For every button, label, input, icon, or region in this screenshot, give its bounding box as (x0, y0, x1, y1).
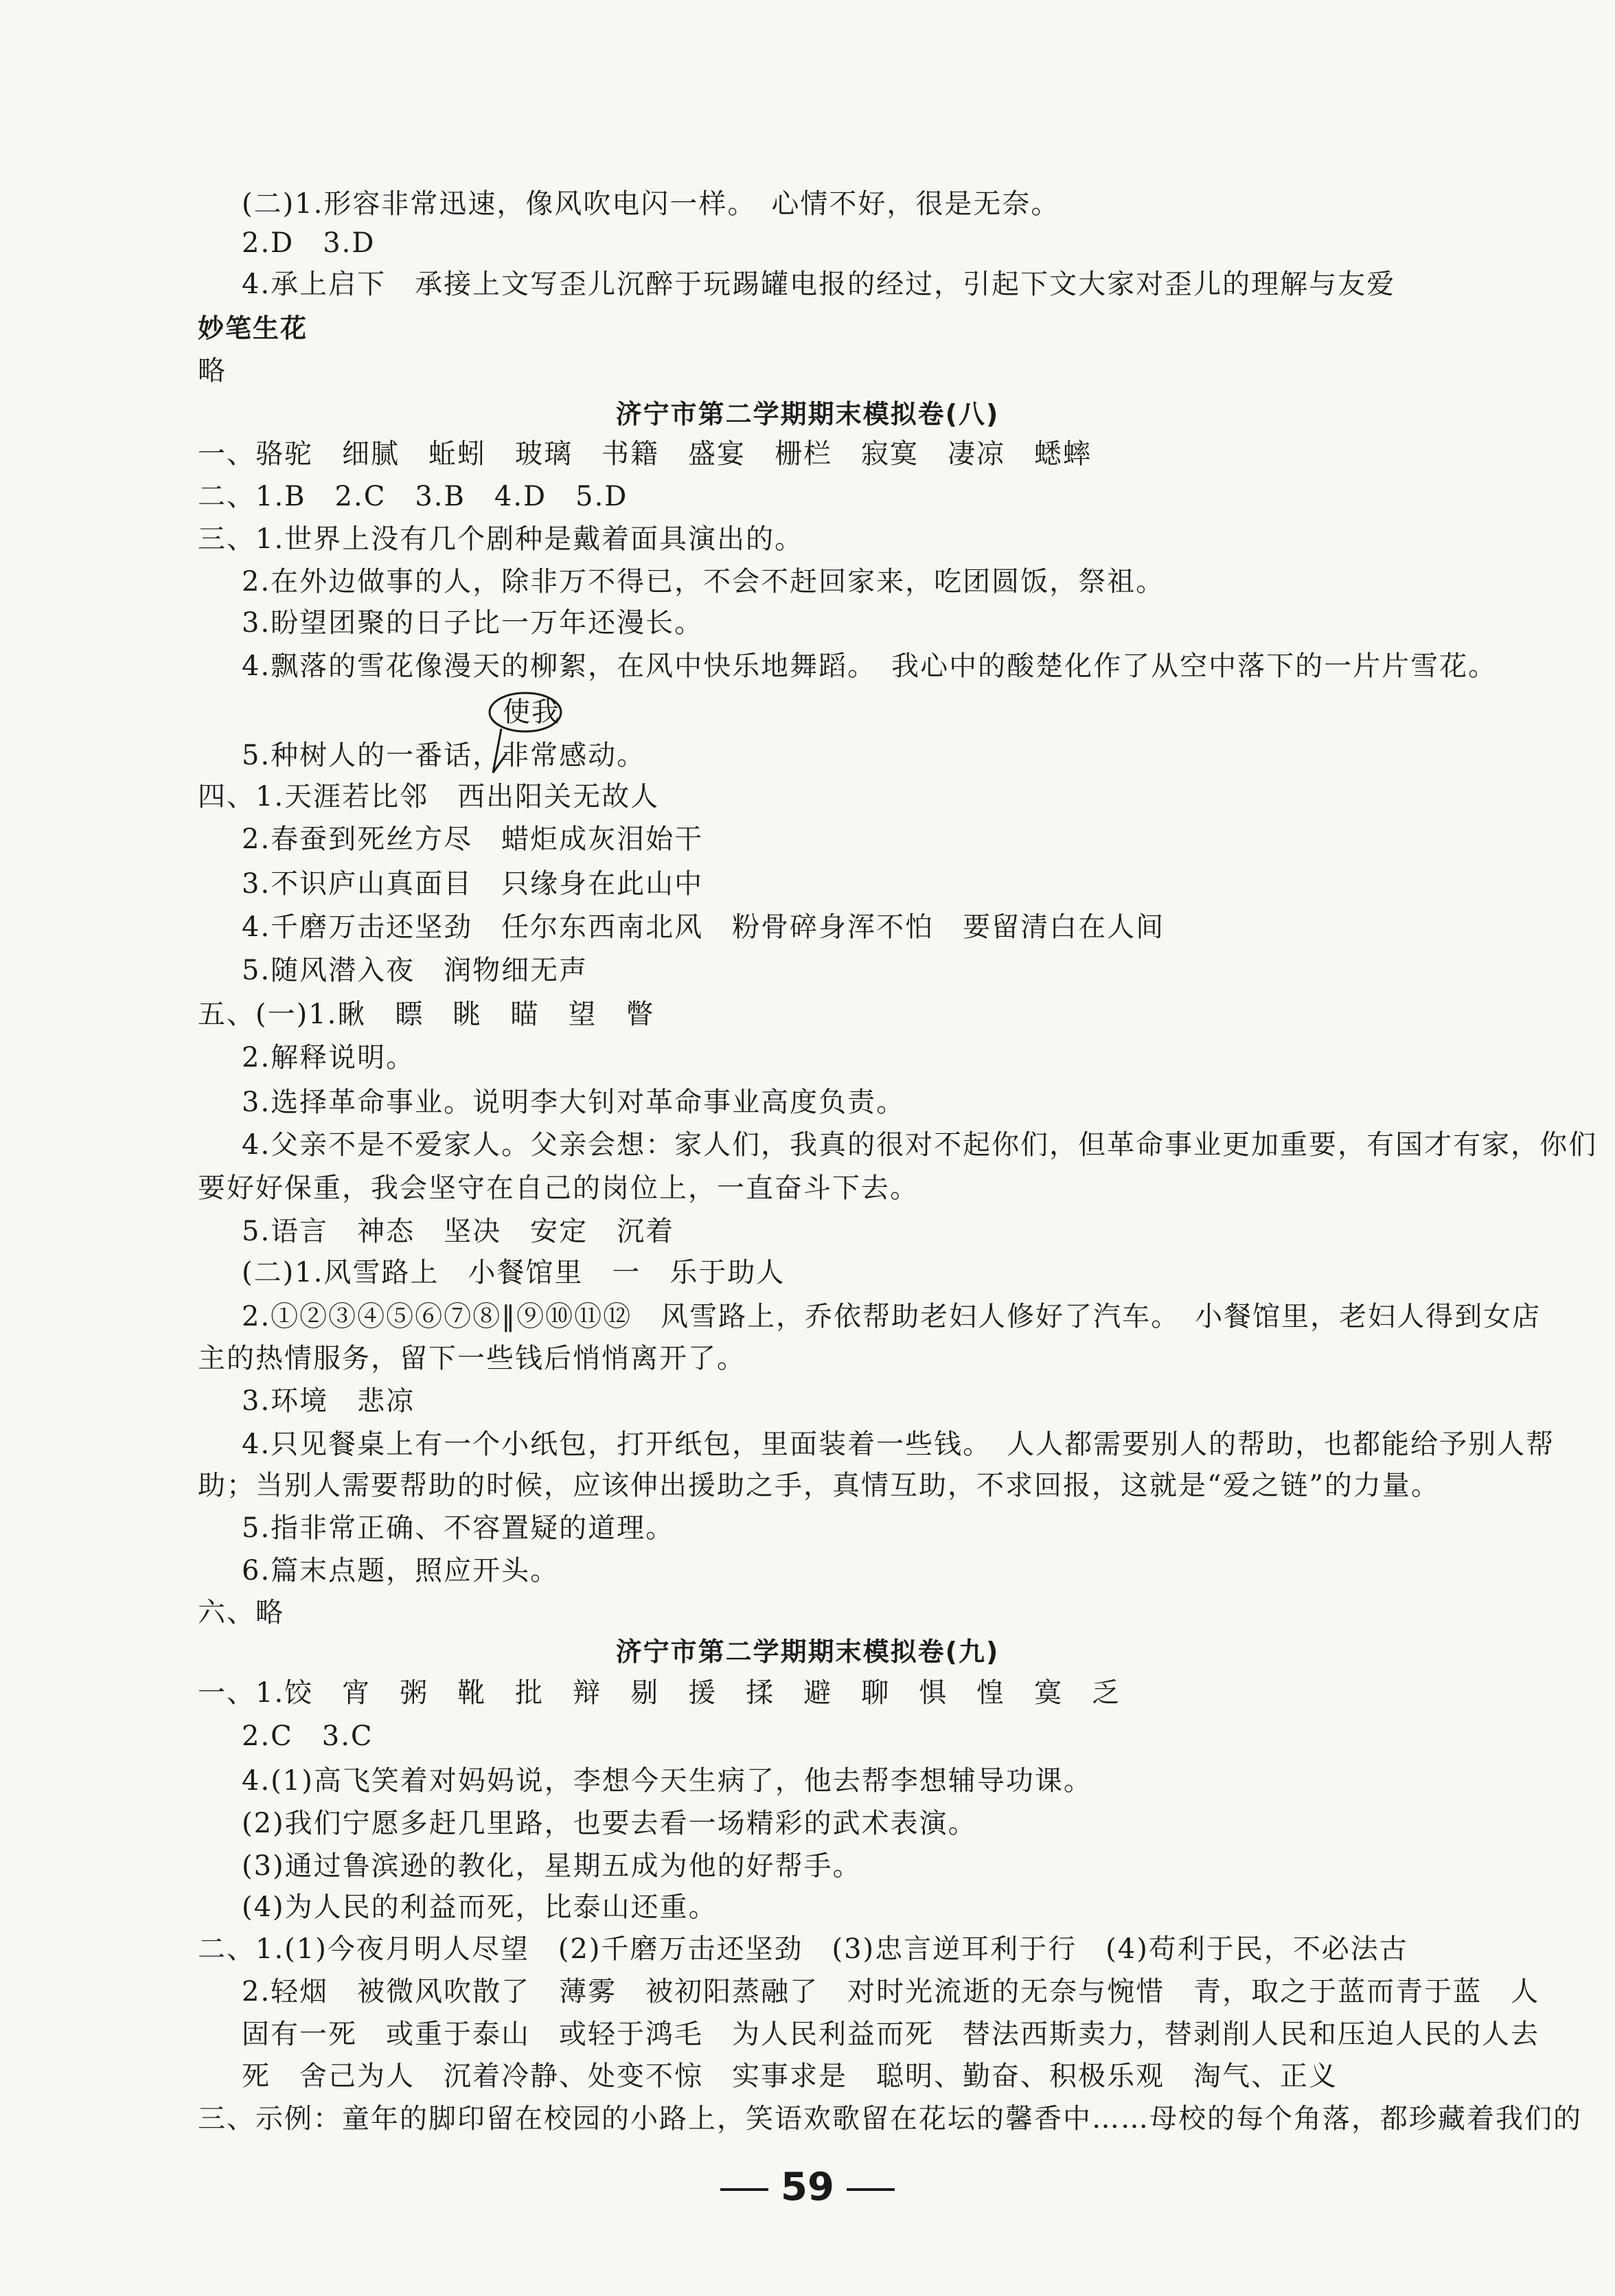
answer-line-part: 非常感动。 (501, 740, 646, 771)
answer-line: 5.指非常正确、不容置疑的道理。 (242, 1512, 675, 1544)
exam-title: 济宁市第二学期期末模拟卷(九) (615, 1637, 1000, 1667)
answer-line: 4.承上启下 承接上文写歪儿沉醉于玩踢罐电报的经过，引起下文大家对歪儿的理解与友爱 (242, 269, 1396, 300)
answer-line: 2.C 3.C (242, 1720, 374, 1752)
answer-line: (2)我们宁愿多赶几里路，也要去看一场精彩的武术表演。 (242, 1808, 977, 1839)
inserted-word: 使我 (503, 696, 560, 728)
answer-line: 2.春蚕到死丝方尽 蜡炬成灰泪始干 (242, 823, 704, 855)
page-number-dash (720, 2188, 768, 2191)
answer-line: 一、骆驼 细腻 蚯蚓 玻璃 书籍 盛宴 栅栏 寂寞 凄凉 蟋蟀 (198, 438, 1092, 470)
answer-line: (4)为人民的利益而死，比泰山还重。 (242, 1891, 718, 1923)
answer-line: 3.不识庐山真面目 只缘身在此山中 (242, 868, 704, 900)
answer-line: (二)1.风雪路上 小餐馆里 一 乐于助人 (242, 1257, 786, 1288)
exam-title: 济宁市第二学期期末模拟卷(八) (615, 399, 1000, 429)
answer-line: (二)1.形容非常迅速，像风吹电闪一样。 心情不好，很是无奈。 (242, 188, 1060, 220)
answer-line: 四、1.天涯若比邻 西出阳关无故人 (198, 781, 660, 812)
answer-line: 3.选择革命事业。说明李大钊对革命事业高度负责。 (242, 1087, 906, 1118)
answer-line: 主的热情服务，留下一些钱后悄悄离开了。 (198, 1343, 746, 1374)
page-number (0, 2167, 1615, 2208)
answer-line: 5.语言 神态 坚决 安定 沉着 (242, 1216, 675, 1247)
answer-line: 一、1.饺 宵 粥 靴 批 辩 剔 援 揉 避 聊 惧 惶 寞 乏 (198, 1677, 1121, 1709)
answer-line: 固有一死 或重于泰山 或轻于鸿毛 为人民利益而死 替法西斯卖力，替剥削人民和压迫人民的人去 (242, 2019, 1539, 2050)
answer-line: 3.盼望团聚的日子比一万年还漫长。 (242, 607, 704, 639)
section-heading: 妙笔生花 (198, 313, 308, 343)
answer-line: 3.环境 悲凉 (242, 1385, 415, 1417)
answer-line: 4.千磨万击还坚劲 任尔东西南北风 粉骨碎身浑不怕 要留清白在人间 (242, 911, 1165, 943)
answer-line: 五、(一)1.瞅 瞟 眺 瞄 望 瞥 (198, 999, 655, 1030)
answer-line: 2.解释说明。 (242, 1042, 415, 1073)
answer-line: 4.飘落的雪花像漫天的柳絮，在风中快乐地舞蹈。 我心中的酸楚化作了从空中落下的一片片雪花。 (242, 650, 1498, 682)
answer-line: 4.(1)高飞笑着对妈妈说，李想今天生病了，他去帮李想辅导功课。 (242, 1765, 1092, 1797)
answer-line: 4.父亲不是不爱家人。父亲会想：家人们，我真的很对不起你们，但革命事业更加重要，有国才有家，你们 (242, 1129, 1598, 1161)
answer-line: 三、示例：童年的脚印留在校园的小路上，笑语欢歌留在花坛的馨香中……母校的每个角落，都珍藏着我们的 (198, 2103, 1582, 2135)
page-number-dash (847, 2188, 895, 2191)
answer-line-part: 5.种树人的一番话， (242, 740, 502, 771)
answer-line: 死 舍己为人 沉着冷静、处变不惊 实事求是 聪明、勤奋、积极乐观 淘气、正义 (242, 2060, 1338, 2092)
answer-line: 2.轻烟 被微风吹散了 薄雾 被初阳蒸融了 对时光流逝的无奈与惋惜 青，取之于蓝而青于蓝 人 (242, 1976, 1540, 2008)
answer-line: 2.①②③④⑤⑥⑦⑧‖⑨⑩⑪⑫ 风雪路上，乔依帮助老妇人修好了汽车。 小餐馆里，老妇人得到女店 (242, 1301, 1542, 1332)
answer-line: 2.在外边做事的人，除非万不得已，不会不赶回家来，吃团圆饭，祭祖。 (242, 566, 1165, 598)
answer-line: 4.只见餐桌上有一个小纸包，打开纸包，里面装着一些钱。 人人都需要别人的帮助，也都能给予别人帮 (242, 1429, 1555, 1460)
answer-line: 要好好保重，我会坚守在自己的岗位上，一直奋斗下去。 (198, 1172, 919, 1204)
answer-line: 5.随风潜入夜 润物细无声 (242, 955, 588, 986)
answer-line: 6.篇末点题，照应开头。 (242, 1555, 560, 1587)
answer-line: (3)通过鲁滨逊的教化，星期五成为他的好帮手。 (242, 1850, 862, 1882)
answer-line (242, 738, 645, 773)
answer-line: 略 (198, 355, 227, 387)
answer-line: 助；当别人需要帮助的时候，应该伸出援助之手，真情互助，不求回报，这就是“爱之链”的力量。 (198, 1470, 1440, 1501)
page-number-value: 59 (781, 2165, 834, 2209)
answer-line: 二、1.B 2.C 3.B 4.D 5.D (198, 481, 628, 512)
answer-line: 2.D 3.D (242, 227, 376, 259)
answer-line: 六、略 (198, 1597, 284, 1628)
answer-line: 二、1.(1)今夜月明人尽望 (2)千磨万击还坚劲 (3)忠言逆耳利于行 (4)苟利于民，不必法古 (198, 1933, 1408, 1965)
answer-line: 三、1.世界上没有几个剧种是戴着面具演出的。 (198, 523, 804, 555)
